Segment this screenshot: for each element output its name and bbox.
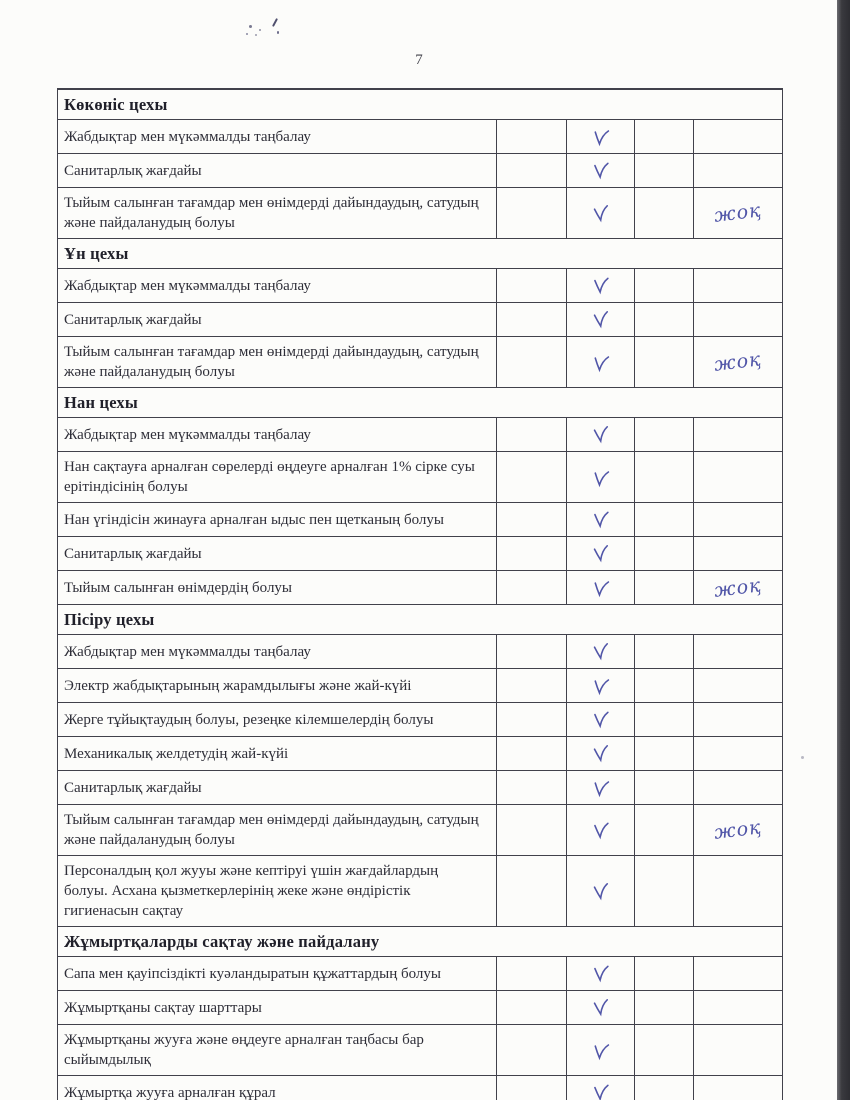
handwritten-note: жоқ	[713, 199, 763, 227]
checklist-row	[58, 303, 782, 337]
result-cell-3	[634, 571, 693, 604]
section-title: Нан цехы	[64, 392, 138, 412]
ink-speck	[259, 29, 261, 31]
criterion-label: Тыйым салынған тағамдар мен өнімдерді дайындаудың, сатудың және пайдаланудың болуы	[64, 195, 479, 231]
handwritten-check-icon	[590, 309, 612, 330]
result-cell-3	[634, 418, 693, 451]
checklist-row	[58, 703, 782, 737]
remark-cell	[693, 703, 782, 736]
remark-cell	[693, 337, 782, 387]
result-cell-check	[566, 188, 634, 238]
result-cell-3	[634, 269, 693, 302]
handwritten-check-icon	[590, 641, 612, 662]
result-cell-3	[634, 669, 693, 702]
remark-cell	[693, 669, 782, 702]
section-header-row	[58, 388, 782, 418]
result-cell-check	[566, 269, 634, 302]
criterion-label: Жұмыртқаны жууға және өңдеуге арналған таңбасы бар сыйымдылық	[64, 1032, 424, 1068]
result-cell-1	[496, 537, 566, 570]
handwritten-check-icon	[590, 820, 610, 839]
result-cell-check	[566, 537, 634, 570]
result-cell-check	[566, 418, 634, 451]
criterion-label: Сапа мен қауіпсіздікті куәландыратын құжаттардың болуы	[64, 965, 441, 982]
remark-cell	[693, 805, 782, 855]
result-cell-1	[496, 452, 566, 502]
ink-speck	[272, 18, 278, 27]
handwritten-check-icon	[590, 743, 612, 764]
checklist-row	[58, 120, 782, 154]
result-cell-1	[496, 154, 566, 187]
handwritten-check-icon	[590, 543, 612, 564]
result-cell-3	[634, 771, 693, 804]
result-cell-check	[566, 1025, 634, 1075]
criterion-label: Тыйым салынған тағамдар мен өнімдерді дайындаудың, сатудың және пайдаланудың болуы	[64, 812, 479, 848]
handwritten-check-icon	[590, 424, 612, 445]
handwritten-note: жоқ	[713, 573, 763, 602]
handwritten-check-icon	[590, 276, 610, 295]
result-cell-3	[634, 856, 693, 926]
checklist-row	[58, 669, 782, 703]
remark-cell	[693, 452, 782, 502]
criterion-label: Тыйым салынған өнімдердің болуы	[64, 579, 293, 596]
result-cell-check	[566, 154, 634, 187]
result-cell-check	[566, 805, 634, 855]
remark-cell	[693, 856, 782, 926]
criterion-label: Нан сақтауға арналған сөрелерді өңдеуге арналған 1% сірке суы ерітіндісінің болуы	[64, 459, 475, 495]
criterion-label: Санитарлық жағдайы	[64, 311, 202, 328]
checklist-row	[58, 503, 782, 537]
result-cell-3	[634, 120, 693, 153]
checklist-row	[58, 856, 782, 927]
ink-speck	[255, 34, 257, 36]
remark-cell	[693, 154, 782, 187]
result-cell-check	[566, 1076, 634, 1100]
handwritten-note: жоқ	[713, 348, 763, 376]
result-cell-check	[566, 120, 634, 153]
remark-cell	[693, 1076, 782, 1100]
remark-cell	[693, 418, 782, 451]
handwritten-check-icon	[590, 1083, 610, 1100]
remark-cell	[693, 503, 782, 536]
result-cell-1	[496, 303, 566, 336]
result-cell-1	[496, 805, 566, 855]
remark-cell	[693, 737, 782, 770]
result-cell-check	[566, 669, 634, 702]
result-cell-3	[634, 337, 693, 387]
result-cell-1	[496, 1025, 566, 1075]
criterion-label: Санитарлық жағдайы	[64, 162, 202, 179]
ink-speck	[277, 31, 279, 34]
criterion-label: Жабдықтар мен мүкәммалды таңбалау	[64, 128, 311, 145]
handwritten-check-icon	[590, 710, 610, 729]
checklist-row	[58, 154, 782, 188]
criterion-label: Жерге тұйықтаудың болуы, резеңке кілемшелердің болуы	[64, 711, 434, 728]
remark-cell	[693, 957, 782, 990]
ink-speck	[249, 25, 252, 28]
section-title: Көкөніс цехы	[64, 94, 168, 114]
result-cell-3	[634, 537, 693, 570]
result-cell-3	[634, 737, 693, 770]
checklist-row	[58, 269, 782, 303]
result-cell-check	[566, 571, 634, 604]
section-header-row	[58, 90, 782, 120]
handwritten-check-icon	[590, 676, 611, 696]
section-header-row	[58, 239, 782, 269]
result-cell-3	[634, 503, 693, 536]
result-cell-check	[566, 737, 634, 770]
checklist-row	[58, 771, 782, 805]
remark-cell	[693, 991, 782, 1024]
criterion-label: Персоналдың қол жууы және кептіруі үшін жағдайлардың болуы. Асхана қызметкерлерінің жеке және өндірістік гигиенасын сақтау	[64, 863, 439, 919]
checklist-row	[58, 1076, 782, 1100]
result-cell-3	[634, 635, 693, 668]
result-cell-3	[634, 703, 693, 736]
handwritten-check-icon	[590, 1041, 611, 1061]
remark-cell	[693, 537, 782, 570]
result-cell-3	[634, 303, 693, 336]
criterion-label: Санитарлық жағдайы	[64, 545, 202, 562]
result-cell-3	[634, 1076, 693, 1100]
result-cell-check	[566, 452, 634, 502]
checklist-row	[58, 635, 782, 669]
criterion-label: Жабдықтар мен мүкәммалды таңбалау	[64, 426, 311, 443]
criterion-label: Жұмыртқаны сақтау шарттары	[64, 999, 262, 1016]
handwritten-note: жоқ	[713, 816, 763, 844]
remark-cell	[693, 635, 782, 668]
result-cell-1	[496, 571, 566, 604]
checklist-row	[58, 537, 782, 571]
checklist-row	[58, 571, 782, 605]
remark-cell	[693, 269, 782, 302]
result-cell-check	[566, 303, 634, 336]
result-cell-check	[566, 991, 634, 1024]
checklist-row	[58, 957, 782, 991]
result-cell-1	[496, 635, 566, 668]
result-cell-check	[566, 503, 634, 536]
result-cell-1	[496, 418, 566, 451]
checklist-row	[58, 991, 782, 1025]
handwritten-check-icon	[590, 468, 611, 488]
result-cell-1	[496, 991, 566, 1024]
checklist-row	[58, 452, 782, 503]
checklist-row	[58, 337, 782, 388]
remark-cell	[693, 188, 782, 238]
remark-cell	[693, 1025, 782, 1075]
result-cell-1	[496, 669, 566, 702]
checklist-row	[58, 805, 782, 856]
handwritten-check-icon	[590, 510, 610, 529]
handwritten-check-icon	[590, 578, 611, 598]
handwritten-check-icon	[590, 161, 610, 180]
result-cell-3	[634, 805, 693, 855]
result-cell-check	[566, 957, 634, 990]
result-cell-1	[496, 1076, 566, 1100]
section-title: Пісіру цехы	[64, 609, 155, 629]
criterion-label: Нан үгіндісін жинауға арналған ыдыс пен щетканың болуы	[64, 511, 444, 528]
result-cell-1	[496, 957, 566, 990]
remark-cell	[693, 571, 782, 604]
result-cell-3	[634, 452, 693, 502]
criterion-label: Жұмыртқа жууға арналған құрал	[64, 1084, 276, 1100]
handwritten-check-icon	[590, 997, 612, 1018]
handwritten-check-icon	[590, 127, 611, 147]
checklist-row	[58, 1025, 782, 1076]
remark-cell	[693, 120, 782, 153]
checklist-row	[58, 418, 782, 452]
handwritten-check-icon	[590, 881, 612, 902]
inspection-checklist-table	[57, 88, 783, 1100]
criterion-label: Механикалық желдетудің жай-күйі	[64, 745, 289, 762]
result-cell-1	[496, 771, 566, 804]
ink-speck	[801, 756, 804, 759]
section-header-row	[58, 605, 782, 635]
section-title: Жұмыртқаларды сақтау және пайдалану	[64, 931, 380, 951]
checklist-row	[58, 737, 782, 771]
result-cell-3	[634, 991, 693, 1024]
criterion-label: Санитарлық жағдайы	[64, 779, 202, 796]
page-number: 7	[415, 52, 423, 68]
section-title: Ұн цехы	[64, 243, 129, 263]
result-cell-check	[566, 635, 634, 668]
section-header-row	[58, 927, 782, 957]
result-cell-check	[566, 703, 634, 736]
handwritten-check-icon	[590, 964, 610, 983]
result-cell-1	[496, 703, 566, 736]
criterion-label: Тыйым салынған тағамдар мен өнімдерді дайындаудың, сатудың және пайдаланудың болуы	[64, 344, 479, 380]
result-cell-check	[566, 771, 634, 804]
result-cell-3	[634, 154, 693, 187]
handwritten-check-icon	[590, 353, 611, 373]
result-cell-1	[496, 188, 566, 238]
remark-cell	[693, 771, 782, 804]
result-cell-1	[496, 269, 566, 302]
result-cell-3	[634, 1025, 693, 1075]
result-cell-3	[634, 957, 693, 990]
ink-speck	[246, 33, 248, 35]
result-cell-3	[634, 188, 693, 238]
result-cell-check	[566, 337, 634, 387]
handwritten-check-icon	[590, 778, 611, 798]
criterion-label: Жабдықтар мен мүкәммалды таңбалау	[64, 277, 311, 294]
result-cell-check	[566, 856, 634, 926]
result-cell-1	[496, 337, 566, 387]
handwritten-check-icon	[590, 203, 612, 224]
result-cell-1	[496, 503, 566, 536]
criterion-label: Электр жабдықтарының жарамдылығы және жай-күйі	[64, 677, 412, 694]
criterion-label: Жабдықтар мен мүкәммалды таңбалау	[64, 643, 311, 660]
scan-edge-shadow	[837, 0, 850, 1100]
checklist-row	[58, 188, 782, 239]
result-cell-1	[496, 737, 566, 770]
result-cell-1	[496, 856, 566, 926]
result-cell-1	[496, 120, 566, 153]
remark-cell	[693, 303, 782, 336]
